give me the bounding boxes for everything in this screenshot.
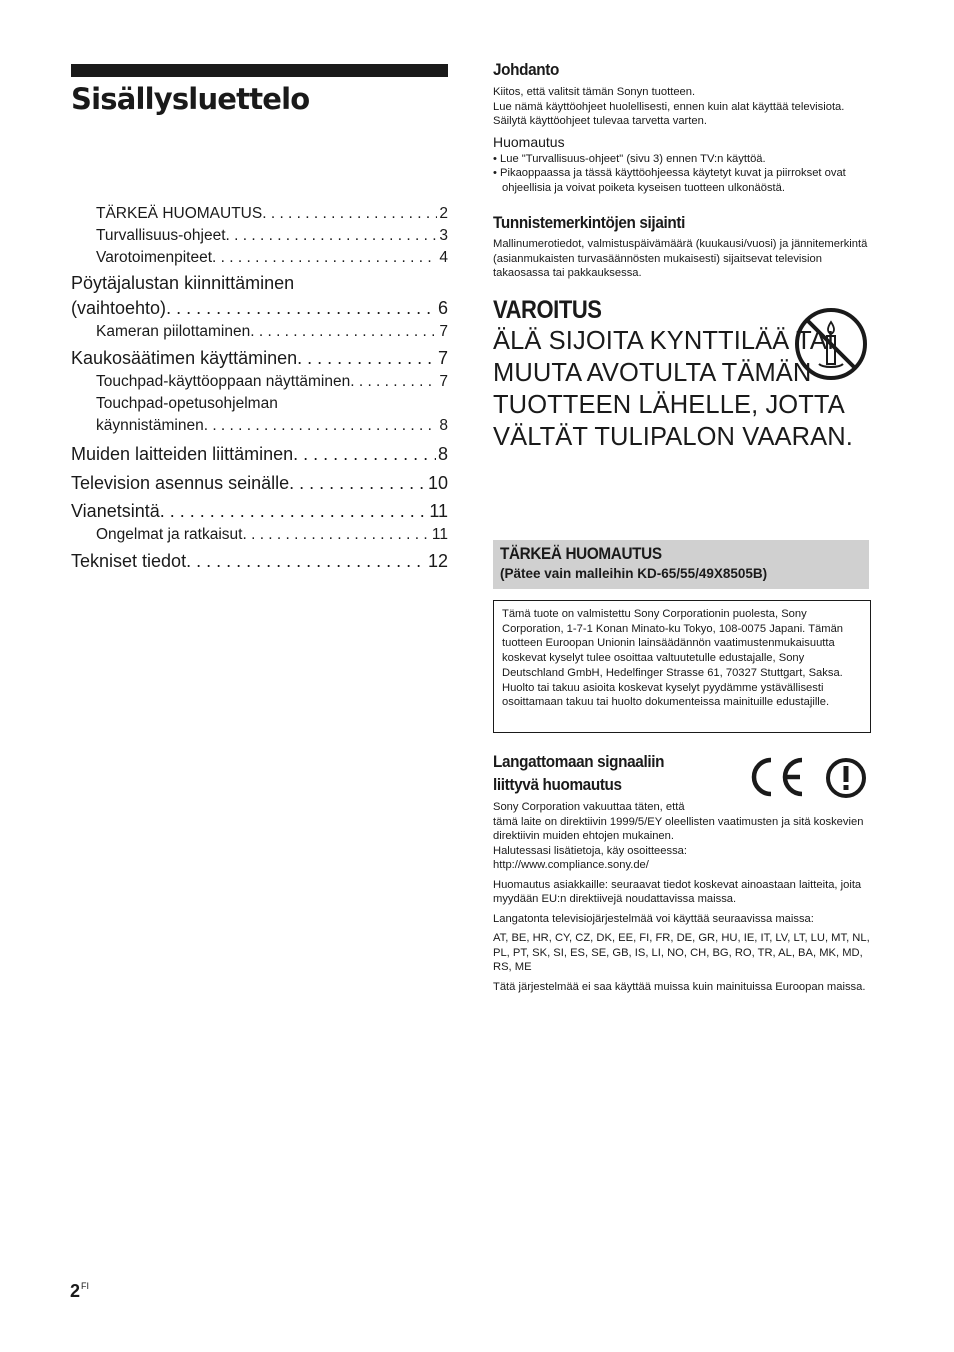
important-subtitle: (Pätee vain malleihin KD-65/55/49X8505B) <box>500 566 768 581</box>
toc-entry[interactable]: Touchpad-käyttöoppaan näyttäminen . . . 7 <box>71 371 448 393</box>
note-bullet: • Lue "Turvallisuus-ohjeet" (sivu 3) ennen TV:n käyttöä. <box>493 152 766 165</box>
important-text: Tämä tuote on valmistettu Sony Corporationin puolesta, Sony Corporation, 1-7-1 Konan Minato-ku Tokyo, 108-0075 Japani. Tämän tuotteen Euroopan Unionin lainsäädännön vaatimustenmukaisuutta koskevat kyselyt tulee osoittaa valtuutetulle edustajalle, Sony Deutschland GmbH, Hedelfinger Strasse 61, 70327 Stuttgart, Saksa. Huolto tai takuu asioita koskevat kyselyt pyydämme ystävällisesti osoittamaan takuu tai huolto dokumenteissa mainituille edustajille. <box>502 608 844 709</box>
toc-entry[interactable]: Turvallisuus-ohjeet . . . 3 <box>71 225 448 247</box>
language-code: FI <box>81 1281 90 1291</box>
labels-location-section <box>493 213 871 281</box>
toc-entry[interactable]: Varotoimenpiteet . . . 4 <box>71 247 448 269</box>
wireless-para3: Langatonta televisiojärjestelmää voi käyttää seuraavissa maissa: <box>493 912 814 925</box>
wireless-heading-line2: liittyvä huomautus <box>493 775 622 794</box>
important-notice-header <box>493 540 869 589</box>
title-bar <box>71 64 448 77</box>
table-of-contents <box>71 203 448 574</box>
page-number: $2^{FI}$ <box>70 1281 90 1301</box>
toc-entry[interactable]: TÄRKEÄ HUOMAUTUS . . . 2 <box>71 203 448 225</box>
important-title: TÄRKEÄ HUOMAUTUS <box>500 544 662 563</box>
note-heading: Huomautus <box>493 133 565 150</box>
no-candle-icon <box>793 306 869 382</box>
toc-entry[interactable]: (vaihtoehto) . . . 6 <box>71 295 448 321</box>
page-title: Sisällysluettelo <box>71 82 310 116</box>
alert-circle-icon <box>825 757 867 799</box>
ce-mark-icon <box>748 756 806 798</box>
note-bullet: • Pikaoppaassa ja tässä käyttöohjeessa käytetyt kuvat ja piirrokset ovat ohjeellisia ja voivat poiketa kyseisen tuotteen ulkonäöstä. <box>493 167 846 194</box>
toc-entry[interactable]: Ongelmat ja ratkaisut . . . 11 <box>71 524 448 546</box>
toc-entry[interactable]: Muiden laitteiden liittäminen . . . 8 <box>71 441 448 467</box>
wireless-section <box>493 749 871 994</box>
toc-entry[interactable]: käynnistäminen . . . 8 <box>71 415 448 437</box>
important-notice-box <box>493 600 871 733</box>
wireless-para1: tämä laite on direktiivin 1999/5/EY oleellisten vaatimusten ja sitä koskevien direktiivin muiden ehtojen mukainen. Halutessasi lisätietoja, käy osoitteessa: http://www.compliance.sony.de/ <box>493 815 864 871</box>
warning-title: VAROITUS <box>493 296 602 324</box>
labels-text: Mallinumerotiedot, valmistuspäivämäärä (kuukausi/vuosi) ja jännitemerkintä (asianmukaisten turvasäännösten mukaisesti) sijaitsevat television takaosassa tai pakkauksessa. <box>493 238 868 279</box>
intro-section <box>493 60 871 195</box>
wireless-heading-line1: Langattomaan signaaliin <box>493 752 665 771</box>
warning-text: ÄLÄ SIJOITA KYNTTILÄÄ TAI MUUTA AVOTULTA TÄMÄN TUOTTEEN LÄHELLE, JOTTA VÄLTÄT TULIPALON VAARAN. <box>493 327 853 451</box>
toc-entry[interactable]: Vianetsintä . . . 11 <box>71 498 448 524</box>
toc-entry[interactable]: Television asennus seinälle . . . 10 <box>71 470 448 496</box>
toc-entry-line[interactable]: Touchpad-opetusohjelman <box>96 395 278 412</box>
toc-entry[interactable]: Tekniset tiedot . . . 12 <box>71 548 448 574</box>
wireless-para4: Tätä järjestelmää ei saa käyttää muissa kuin mainituissa Euroopan maissa. <box>493 980 866 993</box>
intro-text: Kiitos, että valitsit tämän Sonyn tuotteen. Lue nämä käyttöohjeet huolellisesti, ennen kuin alat käyttää televisiota. Säilytä käyttöohjeet tulevaa tarvetta varten. <box>493 86 845 127</box>
toc-entry[interactable]: Kaukosäätimen käyttäminen . . . 7 <box>71 345 448 371</box>
intro-heading: Johdanto <box>493 60 559 79</box>
toc-entry[interactable]: Kameran piilottaminen . . . 7 <box>71 321 448 343</box>
wireless-countries: AT, BE, HR, CY, CZ, DK, EE, FI, FR, DE, GR, HU, IE, IT, LV, LT, LU, MT, NL, PL, PT, SK, SI, ES, SE, GB, IS, LI, NO, CH, BG, RO, TR, AL, BA, MK, MD, RS, ME <box>493 932 870 973</box>
labels-heading: Tunnistemerkintöjen sijainti <box>493 213 685 232</box>
wireless-para2: Huomautus asiakkaille: seuraavat tiedot koskevat ainoastaan laitteita, joita myydään EU:n direktiivejä noudattavissa maissa. <box>493 878 862 905</box>
wireless-para1-line1: Sony Corporation vakuuttaa täten, että <box>493 801 685 813</box>
toc-entry-line[interactable]: Pöytäjalustan kiinnittäminen <box>71 273 295 293</box>
